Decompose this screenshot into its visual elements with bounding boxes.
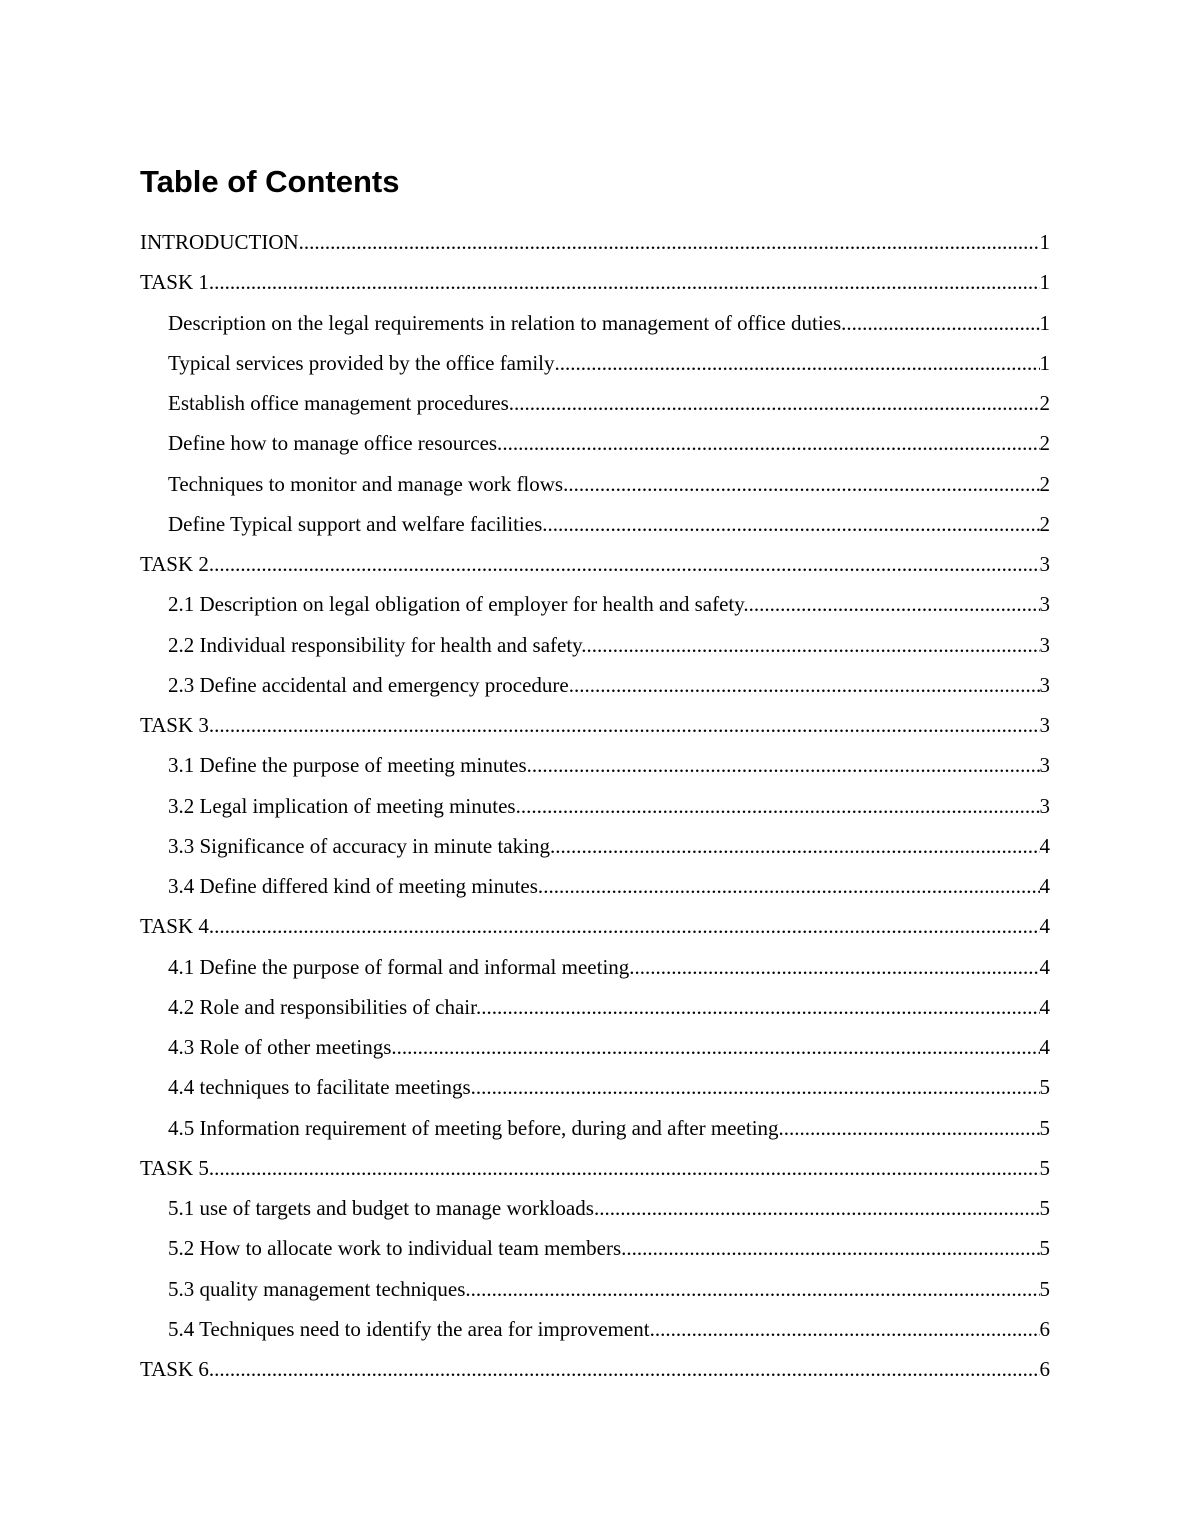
toc-entry-text: Define Typical support and welfare facilities. bbox=[168, 511, 548, 536]
toc-page-number: 4 bbox=[1039, 874, 1050, 898]
toc-page-number: 5 bbox=[1039, 1276, 1050, 1301]
toc-entry-text: Techniques to monitor and manage work flows. bbox=[168, 471, 569, 496]
toc-dot-leader bbox=[555, 349, 1040, 377]
toc-entry[interactable] bbox=[140, 349, 1050, 389]
toc-entry[interactable] bbox=[140, 1114, 1050, 1154]
toc-entry-text: 4.5 Information requirement of meeting before, during and after meeting. bbox=[168, 1115, 784, 1140]
toc-entry[interactable] bbox=[140, 429, 1050, 469]
toc-dot-leader bbox=[209, 912, 1040, 940]
toc-dot-leader bbox=[471, 1275, 1040, 1303]
toc-entry-text: 5.4 Techniques need to identify the area for improvement. bbox=[168, 1316, 655, 1341]
toc-entry-text: 5.3 quality management techniques. bbox=[168, 1276, 471, 1301]
toc-entry[interactable] bbox=[140, 470, 1050, 510]
toc-entry[interactable] bbox=[140, 912, 1050, 952]
toc-entry-text: Define how to manage office resources. bbox=[168, 431, 503, 456]
toc-dot-leader bbox=[574, 671, 1040, 699]
toc-entry-text: TASK 3 bbox=[140, 713, 209, 737]
toc-page-number: 4 bbox=[1039, 954, 1050, 979]
toc-dot-leader bbox=[521, 792, 1040, 820]
toc-page-number: 5 bbox=[1039, 1075, 1050, 1100]
toc-entry[interactable] bbox=[140, 1275, 1050, 1315]
toc-entry-text: 3.3 Significance of accuracy in minute taking bbox=[168, 833, 550, 858]
toc-page-number: 4 bbox=[1039, 1035, 1050, 1059]
toc-entry-text: Establish office management procedures bbox=[168, 391, 509, 415]
toc-entry-text: 2.2 Individual responsibility for health and safety. bbox=[168, 632, 587, 657]
toc-page-number: 5 bbox=[1039, 1155, 1050, 1180]
toc-entry[interactable] bbox=[140, 993, 1050, 1033]
toc-page-number: 1 bbox=[1039, 350, 1050, 375]
toc-page-number: 2 bbox=[1039, 471, 1050, 496]
toc-page-number: 3 bbox=[1039, 632, 1050, 657]
toc-page-number: 5 bbox=[1039, 1236, 1050, 1261]
toc-page-number: 1 bbox=[1039, 230, 1050, 254]
toc-dot-leader bbox=[209, 268, 1040, 296]
toc-page-number: 2 bbox=[1039, 391, 1050, 415]
toc-dot-leader bbox=[655, 1315, 1040, 1343]
toc-entry[interactable] bbox=[140, 1355, 1050, 1395]
toc-page-number: 3 bbox=[1039, 753, 1050, 778]
toc-entry-text: TASK 4 bbox=[140, 914, 209, 939]
toc-page-number: 3 bbox=[1039, 552, 1050, 576]
toc-entry[interactable] bbox=[140, 1073, 1050, 1113]
toc-entry[interactable] bbox=[140, 671, 1050, 711]
toc-entry-text: Typical services provided by the office family bbox=[168, 350, 555, 375]
toc-entry-text: TASK 5 bbox=[140, 1155, 209, 1180]
toc-dot-leader bbox=[550, 832, 1040, 860]
toc-entry-text: 5.1 use of targets and budget to manage workloads bbox=[168, 1196, 594, 1220]
toc-entry[interactable] bbox=[140, 309, 1050, 349]
toc-entry[interactable] bbox=[140, 1234, 1050, 1274]
toc-dot-leader bbox=[784, 1114, 1040, 1142]
toc-page-number: 3 bbox=[1039, 793, 1050, 818]
toc-dot-leader bbox=[481, 993, 1039, 1021]
page-title: Table of Contents bbox=[140, 164, 400, 199]
toc-dot-leader bbox=[621, 1234, 1039, 1262]
toc-page-number: 4 bbox=[1039, 994, 1050, 1019]
toc-entry[interactable] bbox=[140, 590, 1050, 630]
toc-page-number: 6 bbox=[1039, 1357, 1050, 1381]
toc-dot-leader bbox=[548, 510, 1040, 538]
toc-dot-leader bbox=[568, 470, 1039, 498]
toc-entry[interactable] bbox=[140, 631, 1050, 671]
toc-entry-text: 4.4 techniques to facilitate meetings bbox=[168, 1075, 471, 1100]
toc-entry[interactable] bbox=[140, 832, 1050, 872]
toc-dot-leader bbox=[749, 590, 1040, 618]
toc-entry-text: 5.2 How to allocate work to individual team members bbox=[168, 1236, 622, 1261]
toc-page-number: 2 bbox=[1039, 511, 1050, 536]
toc-entry[interactable] bbox=[140, 1154, 1050, 1194]
toc-entry[interactable] bbox=[140, 1033, 1050, 1073]
toc-list bbox=[140, 228, 1050, 1395]
toc-page-number: 4 bbox=[1039, 833, 1050, 858]
toc-entry-text: 2.3 Define accidental and emergency procedure. bbox=[168, 672, 574, 697]
toc-entry[interactable] bbox=[140, 953, 1050, 993]
toc-dot-leader bbox=[209, 1355, 1040, 1383]
toc-dot-leader bbox=[509, 389, 1040, 417]
toc-entry-text: Description on the legal requirements in relation to management of office duties bbox=[168, 310, 842, 335]
toc-dot-leader bbox=[594, 1194, 1040, 1222]
toc-dot-leader bbox=[299, 228, 1040, 256]
toc-page-number: 3 bbox=[1039, 672, 1050, 697]
toc-entry[interactable] bbox=[140, 792, 1050, 832]
toc-page-number: 6 bbox=[1039, 1316, 1050, 1341]
toc-page-number: 5 bbox=[1039, 1196, 1050, 1220]
toc-dot-leader bbox=[209, 1154, 1040, 1182]
toc-entry-text: TASK 1 bbox=[140, 270, 209, 295]
toc-entry-text: 3.2 Legal implication of meeting minutes. bbox=[168, 793, 521, 818]
toc-page-number: 4 bbox=[1039, 914, 1050, 939]
toc-entry[interactable] bbox=[140, 550, 1050, 590]
toc-dot-leader bbox=[502, 429, 1039, 457]
toc-page-number: 2 bbox=[1039, 431, 1050, 456]
toc-entry-text: 4.2 Role and responsibilities of chair. bbox=[168, 994, 482, 1019]
toc-dot-leader bbox=[532, 751, 1040, 779]
toc-dot-leader bbox=[841, 309, 1039, 337]
toc-entry-text: 4.3 Role of other meetings bbox=[168, 1035, 392, 1059]
toc-entry[interactable] bbox=[140, 228, 1050, 268]
toc-entry[interactable] bbox=[140, 1194, 1050, 1234]
toc-entry-text: 3.4 Define differed kind of meeting minutes. bbox=[168, 874, 544, 898]
toc-entry-text: 2.1 Description on legal obligation of employer for health and safety. bbox=[168, 592, 749, 617]
toc-dot-leader bbox=[629, 953, 1039, 981]
toc-entry[interactable] bbox=[140, 751, 1050, 791]
toc-dot-leader bbox=[587, 631, 1040, 659]
toc-entry-text: 3.1 Define the purpose of meeting minutes. bbox=[168, 753, 532, 778]
toc-page-number: 1 bbox=[1039, 270, 1050, 295]
toc-dot-leader bbox=[209, 711, 1040, 739]
toc-entry[interactable] bbox=[140, 510, 1050, 550]
toc-entry-text: TASK 2 bbox=[140, 552, 209, 576]
toc-dot-leader bbox=[543, 872, 1039, 900]
toc-entry[interactable] bbox=[140, 872, 1050, 912]
toc-entry-text: INTRODUCTION bbox=[140, 230, 299, 254]
toc-dot-leader bbox=[391, 1033, 1039, 1061]
toc-dot-leader bbox=[209, 550, 1040, 578]
toc-dot-leader bbox=[471, 1073, 1040, 1101]
toc-page-number: 3 bbox=[1039, 713, 1050, 737]
toc-page-number: 1 bbox=[1039, 310, 1050, 335]
toc-entry-text: 4.1 Define the purpose of formal and informal meeting bbox=[168, 954, 630, 979]
toc-entry[interactable] bbox=[140, 268, 1050, 308]
toc-entry[interactable] bbox=[140, 389, 1050, 429]
toc-entry[interactable] bbox=[140, 1315, 1050, 1355]
toc-entry-text: TASK 6 bbox=[140, 1357, 209, 1381]
toc-page-number: 3 bbox=[1039, 592, 1050, 617]
toc-page-number: 5 bbox=[1039, 1115, 1050, 1140]
toc-entry[interactable] bbox=[140, 711, 1050, 751]
